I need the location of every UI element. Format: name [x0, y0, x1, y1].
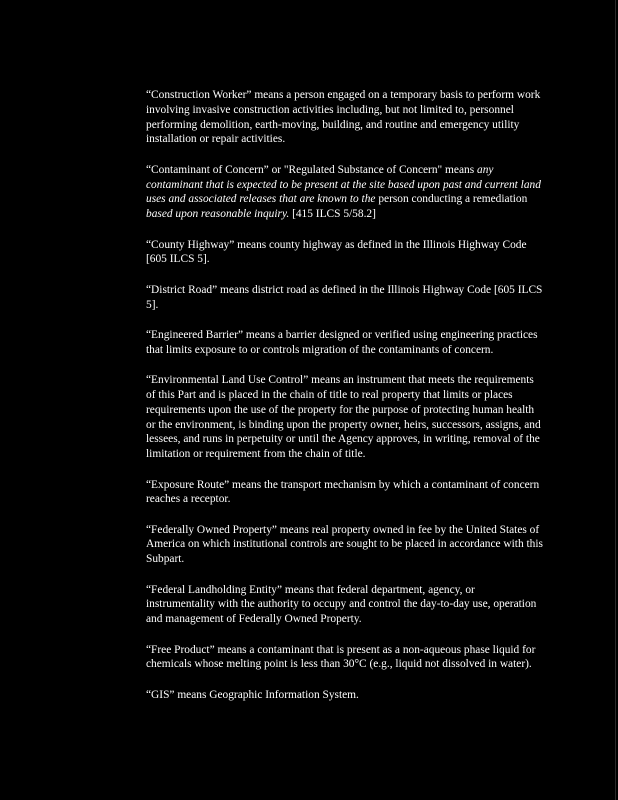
definition-text: person conducting a remediation — [375, 193, 528, 206]
definition-text: “Free Product” means a contaminant that is present as a non-aqueous phase liquid for chemicals whose melting point is less than 30°C (e.g., liquid not dissolved in water). — [146, 643, 536, 671]
definitions-list — [146, 88, 544, 718]
definition-text: “Environmental Land Use Control” means an instrument that meets the requirements of this Part and is placed in the chain of title to real property that limits or places requirements upon the use of the property for the purpose of protecting human health or the environment, is binding upon the property owner, heirs, successors, assigns, and lessees, and runs in perpetuity or until the Agency approves, in writing, removal of the limitation or requirement from the chain of title. — [146, 374, 541, 461]
definition-paragraph — [146, 163, 544, 222]
definition-text: “Construction Worker” means a person engaged on a temporary basis to perform work involving invasive construction activities including, but not limited to, personnel performing demolition, earth-moving, building, and routine and emergency utility installation or repair activities. — [146, 89, 541, 146]
definition-paragraph — [146, 478, 544, 508]
definition-text: “Exposure Route” means the transport mechanism by which a contaminant of concern reaches a receptor. — [146, 478, 540, 506]
page-edge-line — [615, 0, 616, 800]
definition-paragraph — [146, 328, 544, 358]
definition-paragraph — [146, 583, 544, 627]
definition-text: “Engineered Barrier” means a barrier designed or verified using engineering practices that limits exposure to or controls migration of the contaminants of concern. — [146, 328, 538, 356]
definition-text: “Federal Landholding Entity” means that federal department, agency, or instrumentality with the authority to occupy and control the day-to-day use, operation and management of Federally Owned Property. — [146, 583, 537, 626]
statutory-italic-text: any contaminant that is expected to be present at the site based upon past and current land uses and associated releases that are known to the — [146, 163, 541, 206]
definition-paragraph — [146, 373, 544, 462]
definition-paragraph — [146, 238, 544, 268]
definition-paragraph — [146, 283, 544, 313]
statutory-italic-text: based upon reasonable inquiry. — [146, 208, 290, 221]
definition-text: [415 ILCS 5/58.2] — [289, 208, 376, 221]
definition-text: “Federally Owned Property” means real property owned in fee by the United States of America on which institutional controls are sought to be placed in accordance with this Subpart. — [146, 523, 543, 566]
definition-text: “GIS” means Geographic Information System. — [146, 688, 359, 701]
definition-paragraph — [146, 688, 544, 703]
definition-text: “County Highway” means county highway as defined in the Illinois Highway Code [605 ILCS 5]. — [146, 238, 527, 266]
definition-text: “District Road” means district road as defined in the Illinois Highway Code [605 ILCS 5]. — [146, 283, 543, 311]
definition-paragraph — [146, 523, 544, 567]
definition-paragraph — [146, 643, 544, 673]
definition-text: “Contaminant of Concern” or "Regulated Substance of Concern" means — [146, 163, 477, 176]
definition-paragraph — [146, 88, 544, 147]
